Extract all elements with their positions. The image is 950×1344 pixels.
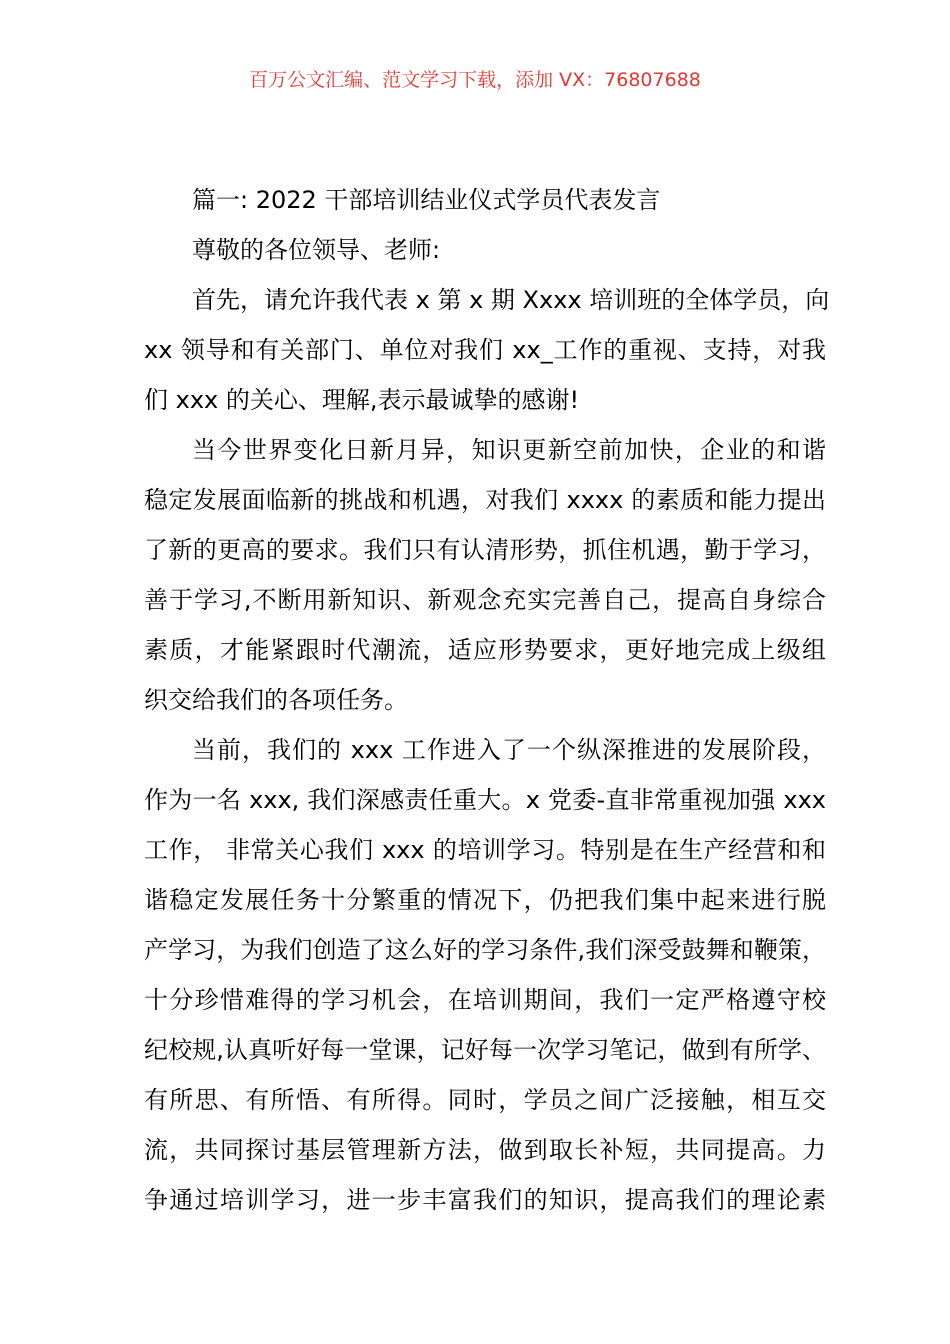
- paragraph-line: 作为一名 xxx, 我们深感责任重大。x 党委-直非常重视加强 xxx: [144, 786, 826, 814]
- paragraph-line: 织交给我们的各项任务。: [144, 686, 408, 714]
- paragraph-line: 了新的更高的要求。我们只有认清形势，抓住机遇，勤于学习，: [144, 536, 826, 564]
- paragraph-line: 们 xxx 的关心、理解,表示最诚挚的感谢!: [144, 386, 580, 414]
- paragraph-line: 十分珍惜难得的学习机会，在培训期间，我们一定严格遵守校: [144, 986, 826, 1014]
- paragraph-line: 谐稳定发展任务十分繁重的情况下，仍把我们集中起来进行脱: [144, 886, 826, 914]
- document-title: 篇一: 2022 干部培训结业仪式学员代表发言: [192, 186, 661, 214]
- paragraph-line: 素质，才能紧跟时代潮流，适应形势要求，更好地完成上级组: [144, 636, 826, 664]
- salutation: 尊敬的各位领导、老师:: [192, 236, 441, 264]
- paragraph-line: 产学习，为我们创造了这么好的学习条件,我们深受鼓舞和鞭策，: [144, 936, 826, 964]
- paragraph-line: 争通过培训学习，进一步丰富我们的知识，提高我们的理论素: [144, 1186, 826, 1214]
- paragraph-line: 工作， 非常关心我们 xxx 的培训学习。特别是在生产经营和和: [144, 836, 826, 864]
- paragraph-line: 纪校规,认真听好每一堂课，记好每一次学习笔记，做到有所学、: [144, 1036, 826, 1064]
- paragraph-line: 流，共同探讨基层管理新方法，做到取长补短，共同提高。力: [144, 1136, 826, 1164]
- paragraph-line: 善于学习,不断用新知识、新观念充实完善自己，提高自身综合: [144, 586, 826, 614]
- paragraph-line: 稳定发展面临新的挑战和机遇，对我们 xxxx 的素质和能力提出: [144, 486, 826, 514]
- paragraph-line: 当前，我们的 xxx 工作进入了一个纵深推进的发展阶段，: [192, 736, 826, 764]
- paragraph-line: 当今世界变化日新月异，知识更新空前加快，企业的和谐: [192, 436, 826, 464]
- header-watermark-text: 百万公文汇编、范文学习下载，添加 VX：76807688: [249, 69, 701, 91]
- paragraph-line: 首先，请允许我代表 x 第 x 期 Xxxx 培训班的全体学员，向: [192, 286, 830, 314]
- paragraph-line: xx 领导和有关部门、单位对我们 xx_工作的重视、支持，对我: [144, 336, 826, 364]
- paragraph-line: 有所思、有所悟、有所得。同时，学员之间广泛接触，相互交: [144, 1086, 826, 1114]
